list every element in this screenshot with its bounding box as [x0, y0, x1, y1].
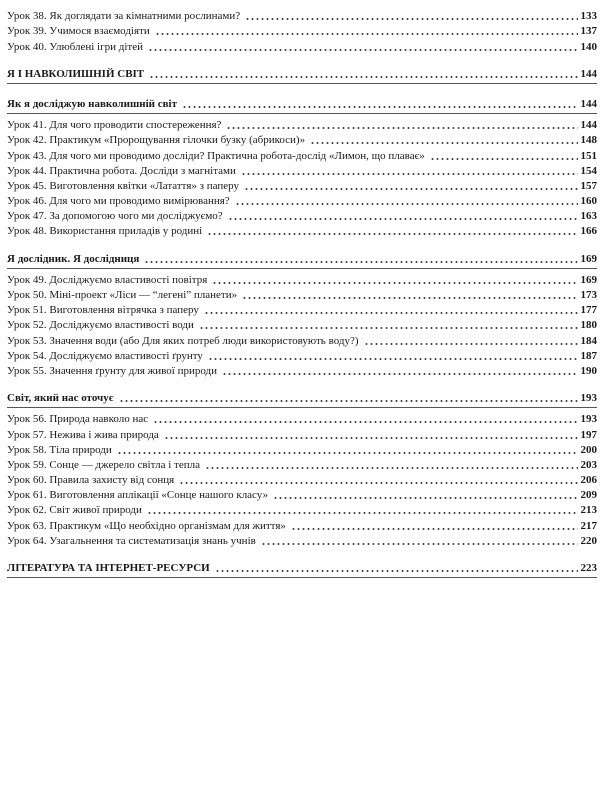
dot-leader	[310, 142, 577, 144]
page-number: 203	[580, 458, 597, 471]
dot-leader	[119, 400, 578, 402]
page-number: 166	[580, 225, 597, 238]
lesson-title: Урок 40. Улюблені ігри дітей	[7, 40, 143, 53]
lesson-title: Урок 61. Виготовлення аплікації «Сонце нашого класу»	[7, 489, 269, 502]
toc-entry	[7, 147, 597, 162]
toc-entry	[7, 8, 597, 23]
toc-entry	[7, 117, 597, 132]
page-number: 144	[580, 119, 597, 132]
toc-entry	[7, 132, 597, 147]
section-title: ЛІТЕРАТУРА ТА ІНТЕРНЕТ-РЕСУРСИ	[7, 562, 210, 574]
toc-entry	[7, 302, 597, 317]
page-number: 140	[580, 40, 597, 53]
lesson-title: Урок 50. Міні-проект «Ліси — “легені” планети»	[7, 289, 238, 301]
lesson-title: Урок 57. Нежива і жива природа	[7, 428, 159, 441]
dot-leader	[215, 570, 578, 572]
dot-leader	[222, 373, 577, 375]
dot-leader	[147, 512, 578, 514]
page-number: 206	[580, 474, 597, 487]
lesson-title: Урок 55. Значення ґрунту для живої природи	[7, 364, 218, 377]
toc-entry	[7, 193, 597, 208]
page-number: 184	[580, 334, 597, 347]
dot-leader	[148, 49, 578, 51]
lesson-title: Урок 39. Учимося взаємодіяти	[7, 25, 150, 38]
page-number: 217	[580, 519, 597, 532]
dot-leader	[204, 312, 578, 314]
page-number: 169	[580, 273, 597, 286]
page-number: 209	[580, 489, 597, 502]
lesson-title: Урок 63. Практикум «Що необхідно організмам для життя»	[7, 519, 286, 532]
lesson-title: Урок 51. Виготовлення вітрячка з паперу	[7, 304, 199, 317]
lesson-title: Урок 54. Досліджуємо властивості ґрунту	[7, 349, 203, 362]
dot-leader	[244, 188, 578, 190]
dot-leader	[199, 327, 578, 329]
dot-leader	[144, 261, 577, 263]
toc-entry	[7, 426, 597, 441]
toc-entry	[7, 287, 597, 302]
toc-entry	[7, 487, 597, 502]
page-number: 193	[580, 413, 597, 426]
dot-leader	[241, 173, 578, 175]
page-number: 197	[580, 428, 597, 441]
toc-entry	[7, 38, 597, 53]
section-heading	[7, 560, 597, 575]
dot-leader	[149, 76, 577, 78]
toc-entry	[7, 163, 597, 178]
page-number: 157	[580, 179, 597, 192]
section-title: Я І НАВКОЛИШНІЙ СВІТ	[7, 67, 145, 80]
page-number: 213	[580, 504, 597, 517]
dot-leader	[242, 297, 577, 299]
toc-entry	[7, 332, 597, 347]
lesson-title: Урок 48. Використання приладів у родині	[7, 225, 203, 238]
lesson-title: Урок 52. Досліджуємо властивості води	[7, 319, 194, 332]
lesson-title: Урок 45. Виготовлення квітки «Латаття» з паперу	[7, 179, 239, 192]
toc-entry	[7, 457, 597, 472]
page-number: 160	[580, 195, 597, 208]
section-divider	[7, 113, 597, 114]
lesson-title: Урок 49. Досліджуємо властивості повітря	[7, 273, 208, 286]
dot-leader	[205, 467, 577, 469]
lesson-title: Урок 59. Сонце — джерело світла і тепла	[7, 458, 201, 471]
lesson-title: Урок 44. Практична робота. Досліди з магнітами	[7, 164, 236, 177]
lesson-title: Урок 56. Природа навколо нас	[7, 413, 149, 426]
page-number: 190	[580, 364, 597, 377]
page-number: 144	[580, 97, 597, 110]
page-number: 169	[580, 252, 597, 265]
page-number: 220	[580, 534, 597, 547]
dot-leader	[364, 343, 578, 345]
lesson-title: Урок 64. Узагальнення та систематизація знань учнів	[7, 534, 256, 547]
dot-leader	[179, 482, 577, 484]
page-number: 223	[580, 562, 597, 574]
section-divider	[7, 268, 597, 269]
section-title: Я дослідник. Я дослідниця	[7, 252, 140, 265]
toc-entry	[7, 272, 597, 287]
toc-entry	[7, 533, 597, 548]
dot-leader	[155, 33, 578, 35]
dot-leader	[207, 233, 577, 235]
dot-leader	[153, 421, 577, 423]
dot-leader	[208, 358, 578, 360]
toc-entry	[7, 23, 597, 38]
section-heading	[7, 66, 597, 81]
dot-leader	[212, 282, 577, 284]
toc-entry	[7, 223, 597, 238]
page-number: 137	[580, 25, 597, 38]
section-title: Як я досліджую навколишній світ	[7, 97, 177, 110]
toc-entry	[7, 363, 597, 378]
toc-entry	[7, 208, 597, 223]
lesson-title: Урок 47. За допомогою чого ми досліджуємо?	[7, 210, 223, 223]
page-number: 200	[580, 443, 597, 456]
lesson-title: Урок 58. Тіла природи	[7, 443, 112, 456]
page-number: 193	[580, 392, 597, 405]
lesson-title: Урок 43. Для чого ми проводимо досліди? Практична робота-дослід «Лимон, що плаває»	[7, 149, 425, 162]
dot-leader	[117, 452, 578, 454]
section-heading	[7, 250, 597, 265]
lesson-title: Урок 60. Правила захисту від сонця	[7, 474, 175, 487]
toc-entry	[7, 178, 597, 193]
section-heading	[7, 390, 597, 405]
section-divider	[7, 407, 597, 408]
lesson-title: Урок 38. Як доглядати за кімнатними рослинами?	[7, 10, 241, 23]
lesson-title: Урок 46. Для чого ми проводимо вимірювання?	[7, 195, 230, 208]
toc-entry	[7, 317, 597, 332]
toc-entry	[7, 411, 597, 426]
table-of-contents	[7, 8, 597, 581]
section-title: Світ, який нас оточує	[7, 392, 114, 405]
toc-entry	[7, 348, 597, 363]
page-number: 151	[580, 149, 597, 162]
page-number: 177	[580, 304, 597, 317]
page-number: 187	[580, 349, 597, 362]
lesson-title: Урок 62. Світ живої природи	[7, 504, 142, 517]
section-divider	[7, 577, 597, 578]
toc-entry	[7, 442, 597, 457]
section-heading	[7, 96, 597, 111]
dot-leader	[228, 218, 578, 220]
dot-leader	[164, 437, 578, 439]
lesson-title: Урок 41. Для чого проводити спостереження?	[7, 119, 222, 132]
page-number: 154	[580, 164, 597, 177]
page-number: 144	[580, 67, 597, 80]
lesson-title: Урок 53. Значення води (або Для яких потреб люди використовують воду?)	[7, 334, 359, 347]
page-number: 133	[580, 10, 597, 23]
dot-leader	[291, 528, 578, 530]
dot-leader	[273, 497, 577, 499]
toc-entry	[7, 502, 597, 517]
page-number: 163	[580, 210, 597, 223]
page-number: 173	[580, 289, 597, 301]
dot-leader	[261, 543, 578, 545]
dot-leader	[430, 158, 578, 160]
section-divider	[7, 83, 597, 84]
dot-leader	[182, 106, 578, 108]
dot-leader	[235, 203, 578, 205]
lesson-title: Урок 42. Практикум «Пророщування гілочки бузку (абрикоси)»	[7, 134, 306, 147]
page-number: 148	[580, 134, 597, 147]
dot-leader	[226, 127, 577, 129]
page-number: 180	[580, 319, 597, 332]
toc-entry	[7, 472, 597, 487]
toc-entry	[7, 517, 597, 532]
dot-leader	[245, 18, 577, 20]
